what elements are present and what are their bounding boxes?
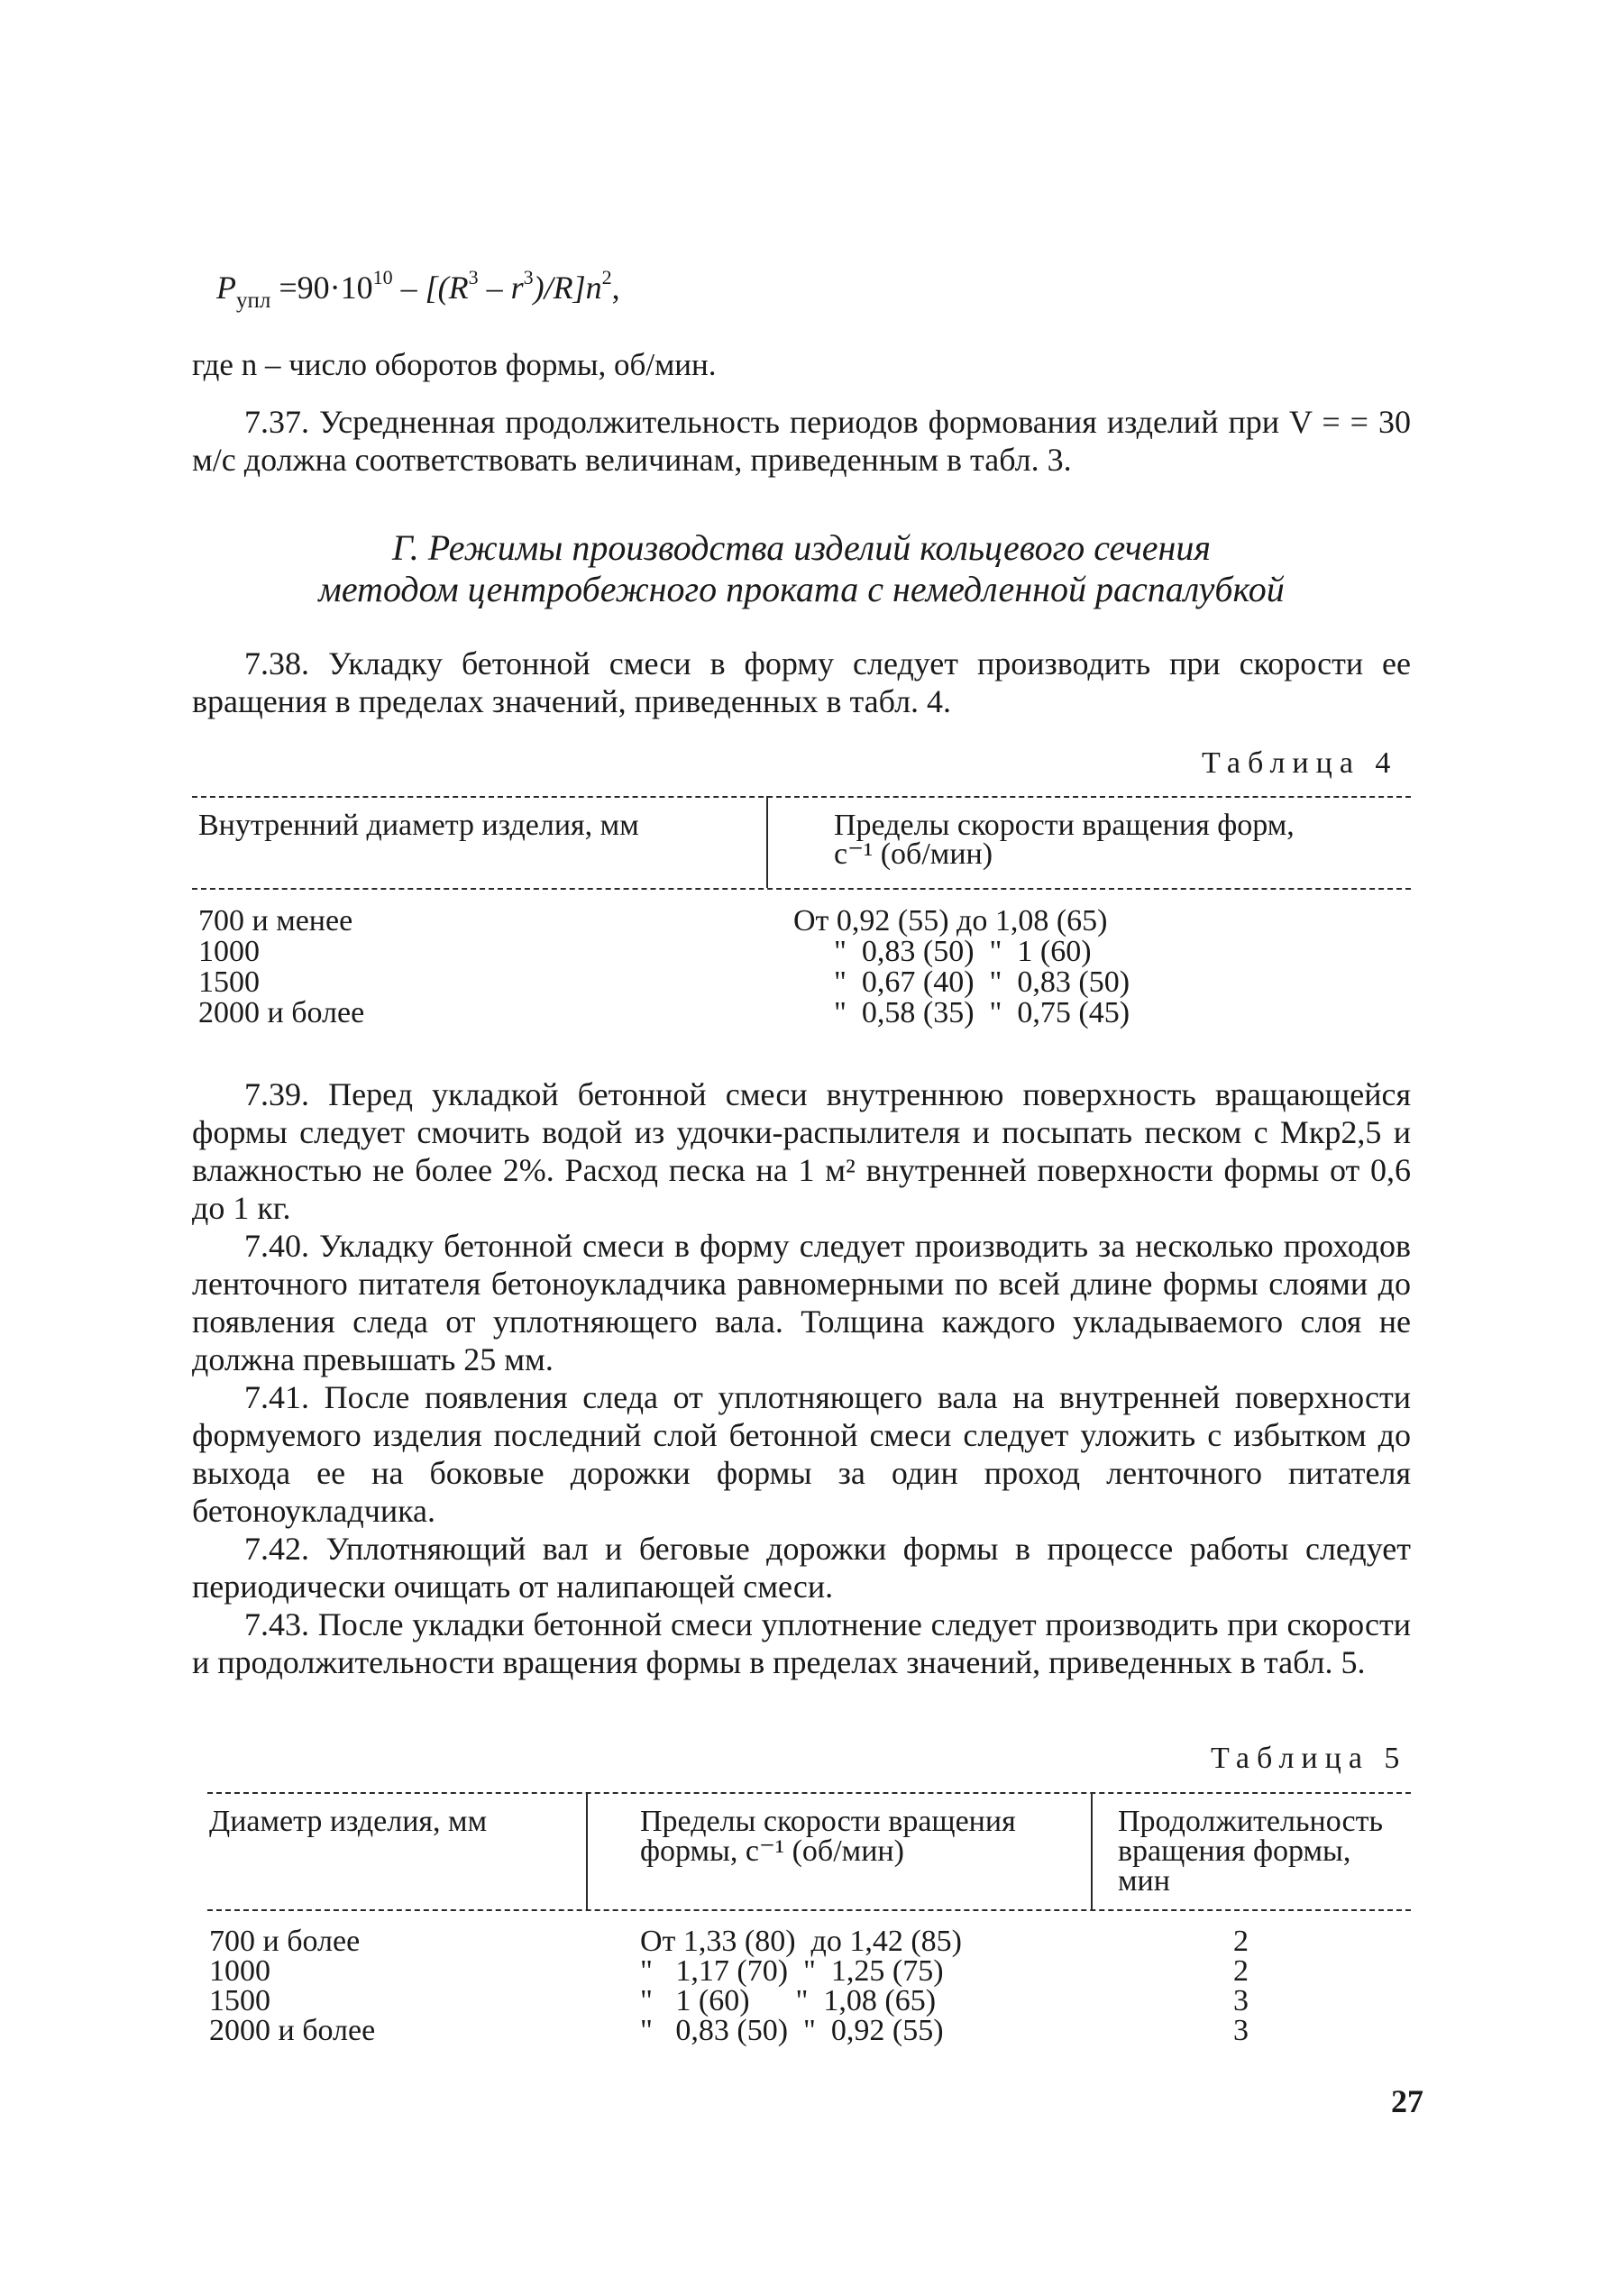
section-heading-line1: Г. Режимы производства изделий кольцевого сечения bbox=[392, 527, 1211, 568]
table4-row-diameter: 1000 bbox=[198, 935, 260, 968]
paragraph-7-38-text: 7.38. Укладку бетонной смеси в форму следует производить при скорости ее вращения в пределах значений, приведенных в табл. 4. bbox=[192, 645, 1411, 719]
table5-row-speed: " 0,83 (50) " 0,92 (55) bbox=[640, 2014, 944, 2047]
table5-header-speed-line2: формы, с⁻¹ (об/мин) bbox=[640, 1834, 904, 1868]
table5-row-duration: 3 bbox=[1233, 1984, 1249, 2017]
table4-column-divider bbox=[766, 796, 768, 888]
table4-row-speed: От 0,92 (55) до 1,08 (65) bbox=[793, 904, 1108, 938]
table5-row-duration: 2 bbox=[1233, 1925, 1249, 1958]
table4-row-speed: " 0,58 (35) " 0,75 (45) bbox=[834, 996, 1130, 1029]
formula-comma: , bbox=[611, 270, 620, 306]
paragraph-7-37 bbox=[192, 403, 1411, 479]
formula-subscript: упл bbox=[236, 288, 271, 313]
formula-tail: )/R]n bbox=[533, 270, 602, 306]
formula-coefficient: =90·10 bbox=[279, 270, 373, 306]
table4-header-speed-line1: Пределы скорости вращения форм, bbox=[834, 809, 1295, 842]
paragraph-7-43: 7.43. После укладки бетонной смеси уплотнение следует производить при скорости и продолжительности вращения формы в пределах значений, приведенных в табл. 5. bbox=[192, 1606, 1411, 1680]
formula-exponent: 10 bbox=[372, 266, 393, 288]
formula-exp-r: 3 bbox=[468, 266, 479, 288]
table5-top-rule bbox=[207, 1792, 1411, 1794]
table5-row-speed: " 1 (60) " 1,08 (65) bbox=[640, 1984, 937, 2017]
table4-row-speed: " 0,83 (50) " 1 (60) bbox=[834, 935, 1092, 968]
formula-exp-n: 2 bbox=[601, 266, 612, 288]
paragraph-7-42: 7.42. Уплотняющий вал и беговые дорожки формы в процессе работы следует периодически очищать от налипающей смеси. bbox=[192, 1531, 1411, 1605]
paragraph-7-40: 7.40. Укладку бетонной смеси в форму следует производить за несколько проходов ленточного питателя бетоноукладчика равномерными по всей длине формы слоями до появления следа от уплотняющего вала. Толщина каждого укладываемого слоя не должна превышать 25 мм. bbox=[192, 1228, 1411, 1377]
table4-row-diameter: 1500 bbox=[198, 965, 260, 999]
table4-top-rule bbox=[192, 796, 1411, 798]
table5-divider-2 bbox=[1091, 1792, 1093, 1909]
table5-row-diameter: 700 и более bbox=[209, 1925, 361, 1958]
table4-header-speed-line2: с⁻¹ (об/мин) bbox=[834, 837, 993, 871]
table5-header-duration-line3: мин bbox=[1118, 1864, 1170, 1898]
paragraph-7-37-text: 7.37. Усредненная продолжительность периодов формования изделий при V = = 30 м/с должна соответствовать величинам, приведенным в табл. 3. bbox=[192, 404, 1411, 478]
table4-header-diameter: Внутренний диаметр изделия, мм bbox=[198, 809, 639, 842]
table5-row-duration: 3 bbox=[1233, 2014, 1249, 2047]
table5-header-diameter: Диаметр изделия, мм bbox=[209, 1805, 488, 1838]
formula-bracket: [(R bbox=[425, 270, 469, 306]
table4-row-speed: " 0,67 (40) " 0,83 (50) bbox=[834, 965, 1130, 999]
table5-header-duration-line2: вращения формы, bbox=[1118, 1834, 1351, 1868]
section-heading bbox=[192, 527, 1411, 610]
table4-row-diameter: 700 и менее bbox=[198, 904, 353, 938]
formula-minus: – r bbox=[486, 270, 524, 306]
table4-header-rule bbox=[192, 888, 1411, 890]
table4-caption: Таблица 4 bbox=[1202, 746, 1398, 780]
paragraph-7-39: 7.39. Перед укладкой бетонной смеси внутреннюю поверхность вращающейся формы следует смочить водой из удочки-распылителя и посыпать песком с Mкр2,5 и влажностью не более 2%. Расход песка на 1 м² внутренней поверхности формы от 0,6 до 1 кг. bbox=[192, 1076, 1411, 1226]
paragraphs-block bbox=[192, 1075, 1411, 1681]
table5-caption: Таблица 5 bbox=[1211, 1742, 1407, 1775]
section-heading-line2: методом центробежного проката с немедленной распалубкой bbox=[318, 569, 1285, 609]
paragraph-7-41: 7.41. После появления следа от уплотняющего вала на внутренней поверхности формуемого изделия последний слой бетонной смеси следует уложить с избытком до выхода ее на боковые дорожки формы за один проход ленточного питателя бетоноукладчика. bbox=[192, 1379, 1411, 1529]
formula-explanation: где n – число оборотов формы, об/мин. bbox=[192, 347, 717, 382]
table5-header-rule bbox=[207, 1909, 1411, 1911]
table5-header-duration-line1: Продолжительность bbox=[1118, 1805, 1383, 1838]
formula-dash: – bbox=[400, 270, 417, 306]
table5-row-speed: " 1,17 (70) " 1,25 (75) bbox=[640, 1954, 944, 1988]
page-number: 27 bbox=[1391, 2083, 1423, 2119]
pressure-formula bbox=[216, 266, 620, 314]
table5-row-diameter: 1000 bbox=[209, 1954, 270, 1988]
table5-header-speed-line1: Пределы скорости вращения bbox=[640, 1805, 1016, 1838]
formula-symbol: P bbox=[216, 270, 236, 306]
formula-exp-r2: 3 bbox=[523, 266, 534, 288]
table5-row-diameter: 2000 и более bbox=[209, 2014, 376, 2047]
table5-row-diameter: 1500 bbox=[209, 1984, 270, 2017]
table5-row-speed: От 1,33 (80) до 1,42 (85) bbox=[640, 1925, 962, 1958]
table5-divider-1 bbox=[586, 1792, 588, 1909]
paragraph-7-38 bbox=[192, 645, 1411, 720]
table5-row-duration: 2 bbox=[1233, 1954, 1249, 1988]
table4-row-diameter: 2000 и более bbox=[198, 996, 365, 1029]
